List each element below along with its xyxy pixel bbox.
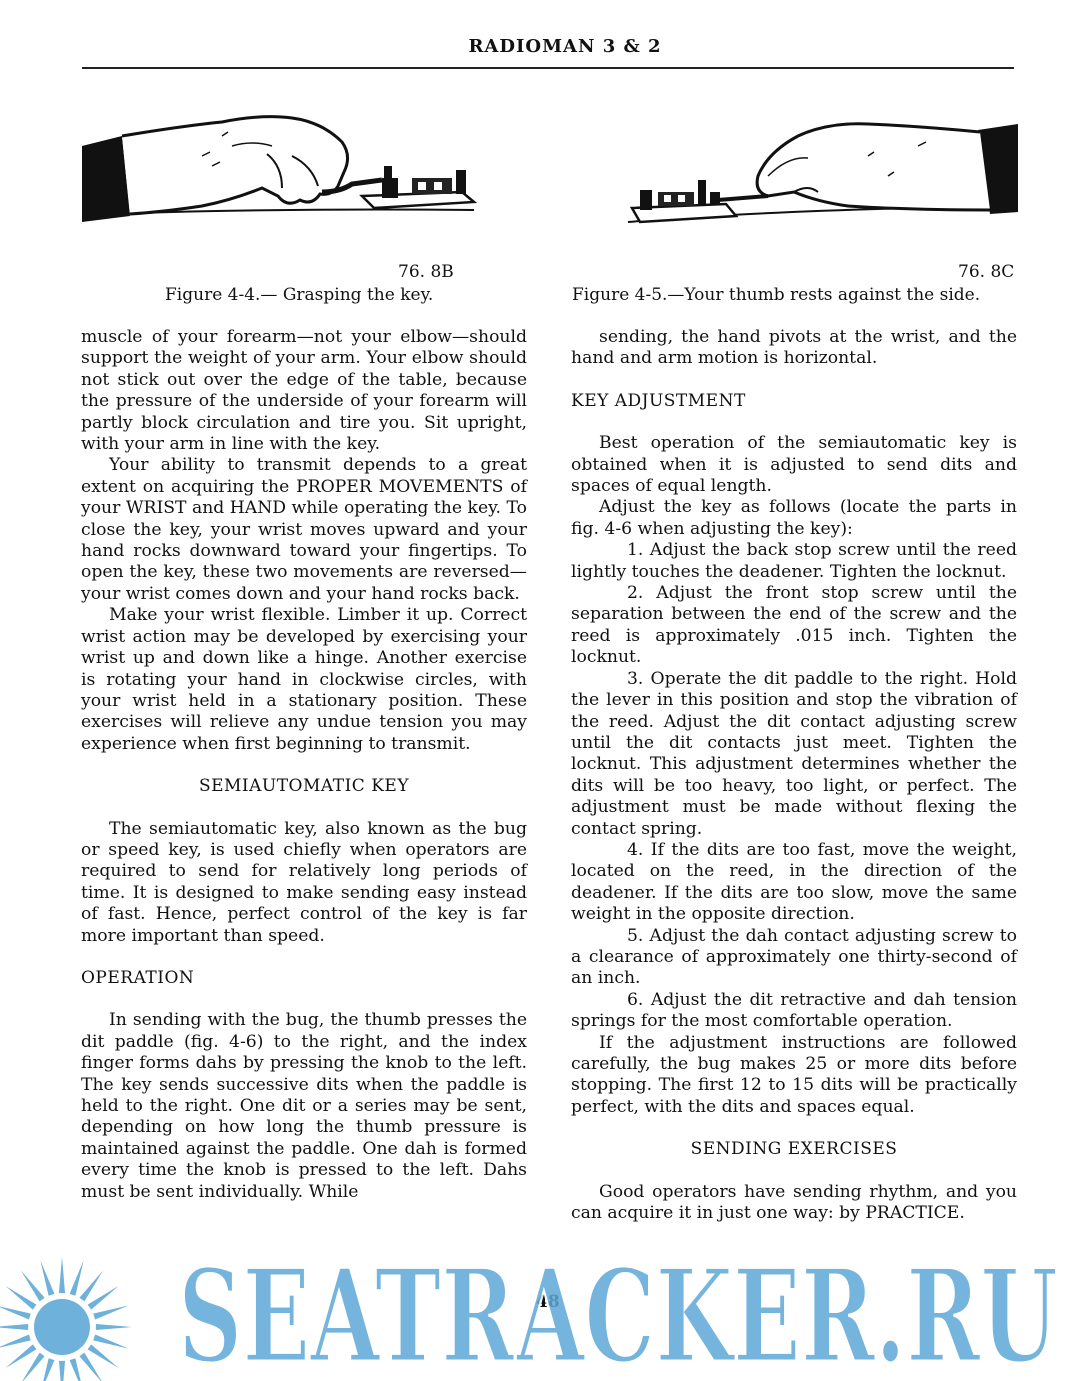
list-item: 4. If the dits are too fast, move the weight, located on the reed, in the direction of the deadener. If the dits are too slow, move the same weight in the opposite direction. xyxy=(571,839,1017,925)
paragraph: Make your wrist flexible. Limber it up. Correct wrist action may be developed by exercising your wrist up and down like a hinge. Another exercise is rotating your hand in clockwise circles, with your wrist held in a stationary position. These exercises will relieve any undue tension you may experience when first beginning to transmit. xyxy=(81,605,527,754)
list-item: 2. Adjust the front stop screw until the separation between the end of the screw and the reed is approximately .015 inch. Tighten the locknut. xyxy=(571,583,1017,668)
figure-4-4-caption: Figure 4-4.— Grasping the key. xyxy=(165,285,434,305)
figure-4-5-illustration xyxy=(618,96,1018,228)
section-heading-semiautomatic-key: SEMIAUTOMATIC KEY xyxy=(198,776,410,797)
list-item: 3. Operate the dit paddle to the right. Hold the lever in this position and stop the vibration of the reed. Adjust the dit contact adjusting screw until the dit contacts just meet. Tighten the locknut. This adjustment determines whether the dits will be too heavy, too light, or perfect. The adjustment must be made without flexing the contact spring. xyxy=(571,668,1017,839)
section-heading-key-adjustment: KEY ADJUSTMENT xyxy=(571,390,746,411)
section-heading-operation: OPERATION xyxy=(81,967,195,988)
figure-4-4-illustration xyxy=(82,96,482,228)
paragraph: If the adjustment instructions are followed carefully, the bug makes 25 or more dits before stopping. The first 12 to 15 dits will be practically perfect, with the dits and spaces equal. xyxy=(571,1032,1017,1117)
list-item: 6. Adjust the dit retractive and dah tension springs for the most comfortable operation. xyxy=(571,989,1017,1032)
section-heading-sending-exercises: SENDING EXERCISES xyxy=(690,1139,898,1160)
running-header: RADIOMAN 3 & 2 xyxy=(468,36,662,57)
paragraph: muscle of your forearm—not your elbow—should support the weight of your arm. Your elbow should not stick out over the edge of the table, because the pressure of the underside of your forearm will partly block circulation and tire you. Sit upright, with your arm in line with the key. xyxy=(81,327,527,455)
paragraph: In sending with the bug, the thumb presses the dit paddle (fig. 4-6) to the right, and the index finger forms dahs by pressing the knob to the left. The key sends successive dits when the paddle is held to the right. One dit or a series may be sent, depending on how long the thumb pressure is maintained against the paddle. One dah is formed every time the knob is pressed to the left. Dahs must be sent individually. While xyxy=(81,1010,527,1202)
watermark-text: SEATRACKER.RU xyxy=(178,1242,1058,1381)
figure-4-5-number: 76. 8C xyxy=(958,262,1015,282)
paragraph: Good operators have sending rhythm, and you can acquire it in just one way: by PRACTICE. xyxy=(571,1181,1017,1224)
paragraph: Your ability to transmit depends to a great extent on acquiring the PROPER MOVEMENTS of your WRIST and HAND while operating the key. To close the key, your wrist moves upward and your hand rocks downward toward your fingertips. To open the key, these two movements are reversed—your wrist comes down and your hand rocks back. xyxy=(81,455,527,604)
paragraph: sending, the hand pivots at the wrist, and the hand and arm motion is horizontal. xyxy=(571,327,1017,369)
page-number: 48 xyxy=(536,1292,560,1312)
right-column xyxy=(571,327,1017,1224)
list-item: 5. Adjust the dah contact adjusting screw to a clearance of approximately one thirty-second of an inch. xyxy=(571,925,1017,989)
paragraph: The semiautomatic key, also known as the bug or speed key, is used chiefly when operators are required to send for relatively long periods of time. It is designed to make sending easy instead of fast. Hence, perfect control of the key is far more important than speed. xyxy=(81,818,527,946)
left-column xyxy=(81,327,527,1203)
header-rule xyxy=(82,67,1014,69)
list-item: 1. Adjust the back stop screw until the reed lightly touches the deadener. Tighten the locknut. xyxy=(571,540,1017,582)
figure-4-5-caption: Figure 4-5.—Your thumb rests against the side. xyxy=(572,285,981,305)
paragraph: Best operation of the semiautomatic key is obtained when it is adjusted to send dits and spaces of equal length. xyxy=(571,433,1017,497)
figure-4-4-number: 76. 8B xyxy=(398,262,454,282)
paragraph: Adjust the key as follows (locate the parts in fig. 4-6 when adjusting the key): xyxy=(571,497,1017,539)
sun-icon xyxy=(0,1257,132,1381)
